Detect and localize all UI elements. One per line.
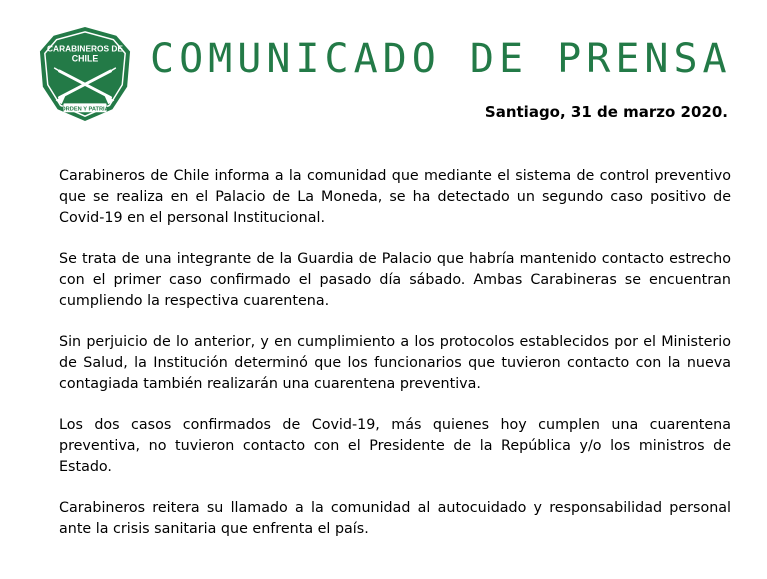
- paragraph: Sin perjuicio de lo anterior, y en cumplimiento a los protocolos establecidos por el Ministerio de Salud, la Institución determinó que los funcionarios que tuvieron contacto con la nueva contagiada también realizarán una cuarentena preventiva.: [59, 334, 731, 392]
- logo-middle-text: CHILE: [71, 53, 99, 64]
- paragraph: Los dos casos confirmados de Covid-19, más quienes hoy cumplen una cuarentena preventiva, no tuvieron contacto con el Presidente de la República y/o los ministros de Estado.: [59, 417, 731, 475]
- paragraph: Carabineros reitera su llamado a la comunidad al autocuidado y responsabilidad personal ante la crisis sanitaria que enfrenta el país.: [59, 500, 731, 537]
- paragraph: Carabineros de Chile informa a la comunidad que mediante el sistema de control preventivo que se realiza en el Palacio de La Moneda, se ha detectado un segundo caso positivo de Covid-19 en el personal Institucional.: [59, 168, 731, 226]
- paragraph: Se trata de una integrante de la Guardia de Palacio que habría mantenido contacto estrecho con el primer caso confirmado el pasado día sábado. Ambas Carabineras se encuentran cumpliendo la respectiva cuarentena.: [59, 251, 731, 309]
- press-release-body: [59, 166, 731, 560]
- dateline: Santiago, 31 de marzo 2020.: [484, 103, 728, 121]
- carabineros-logo: [36, 25, 134, 123]
- logo-motto: ORDEN Y PATRIA: [61, 106, 109, 113]
- press-release-title: COMUNICADO DE PRENSA: [150, 36, 732, 82]
- logo-top-text: CARABINEROS DE: [47, 43, 123, 54]
